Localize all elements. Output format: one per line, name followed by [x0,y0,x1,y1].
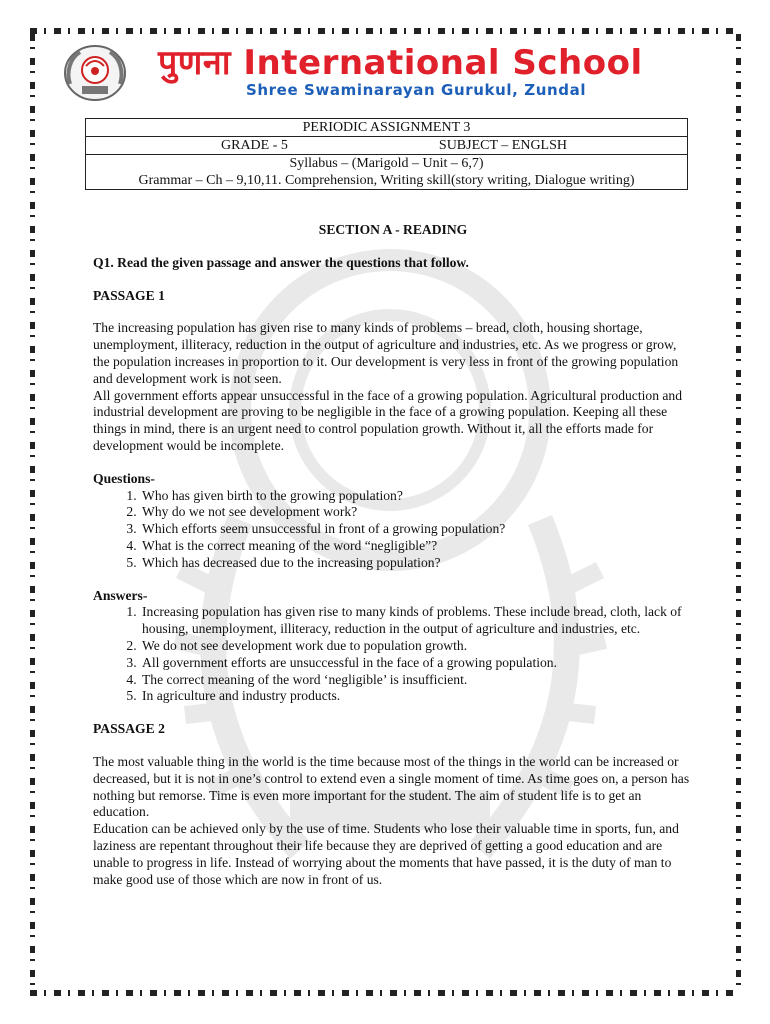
assignment-title: PERIODIC ASSIGNMENT 3 [86,119,688,137]
list-item: 2. Why do we not see development work? [140,504,693,521]
answers-heading: Answers- [93,587,148,603]
syllabus-label: Syllabus – (Marigold – Unit – 6,7) [289,156,484,171]
passage-1-text [93,320,693,454]
subject-label: SUBJECT – ENGLSH [438,138,567,153]
list-item: 2. We do not see development work due to population growth. [140,638,693,655]
paragraph: The increasing population has given rise to many kinds of problems – bread, cloth, housing shortage, unemployment, illiteracy, reduction in the output of agriculture and industries, etc. As we progress or grow, the population increases in proportion to it. Our development is very less in front of the growing population and development work is not seen. [93,320,679,386]
paragraph: All government efforts appear unsuccessful in the face of a growing population. Agricultural production and industrial development are proving to be negligible in the face of a growing population. Keeping all these things in mind, there is an urgent need to control population growth. Without it, all the efforts made for development would be incomplete. [93,387,683,453]
passage-2-heading: PASSAGE 2 [93,721,165,737]
school-emblem-icon [62,44,128,102]
list-item: 5. Which has decreased due to the increasing population? [140,555,693,572]
page-border-right [736,34,741,990]
answers-list [93,604,693,705]
list-item: 1. Increasing population has given rise to many kinds of problems. These include bread, cloth, lack of housing, unemployment, illiteracy, reduction in the output of agriculture and industries, etc. [140,604,693,638]
passage-2-text [93,754,693,888]
questions-heading: Questions- [93,470,155,486]
question-1-instruction: Q1. Read the given passage and answer the questions that follow. [93,254,469,270]
section-title: SECTION A - READING [318,222,468,237]
school-header [62,42,732,102]
document-body [93,222,693,888]
list-item: 3. All government efforts are unsuccessful in the face of a growing population. [140,655,693,672]
school-subtitle: Shree Swaminarayan Gurukul, Zundal [246,81,587,99]
assignment-info-table [85,118,688,190]
grammar-label: Grammar – Ch – 9,10,11. Comprehension, Writing skill(story writing, Dialogue writing) [138,173,635,188]
questions-list [93,488,693,572]
page-border-left [30,34,35,990]
page-border-bottom [30,990,740,996]
list-item: 4. What is the correct meaning of the word “negligible”? [140,538,693,555]
paragraph: The most valuable thing in the world is the time because most of the things in the world can be increased or decreased, but it is not in one’s control to extend even a single moment of time. As time goes on, a person has nothing but remorse. Time is even more important for the student. The aim of student life is to get an education. [93,753,690,820]
grade-label: GRADE - 5 [221,138,288,153]
list-item: 3. Which efforts seem unsuccessful in front of a growing population? [140,521,693,538]
school-name: पुणना International School [158,43,643,83]
paragraph: Education can be achieved only by the use of time. Students who lose their valuable time in sports, fun, and laziness are repentant throughout their life because they are deprived of getting a good education and are unable to progress in life. Instead of worrying about the moments that have passed, it is the duty of man to make good use of those which are now in front of us. [93,821,679,887]
page-border-top [30,28,740,34]
passage-1-heading: PASSAGE 1 [93,287,165,303]
list-item: 4. The correct meaning of the word ‘negligible’ is insufficient. [140,672,693,689]
list-item: 5. In agriculture and industry products. [140,688,693,705]
list-item: 1. Who has given birth to the growing population? [140,488,693,505]
